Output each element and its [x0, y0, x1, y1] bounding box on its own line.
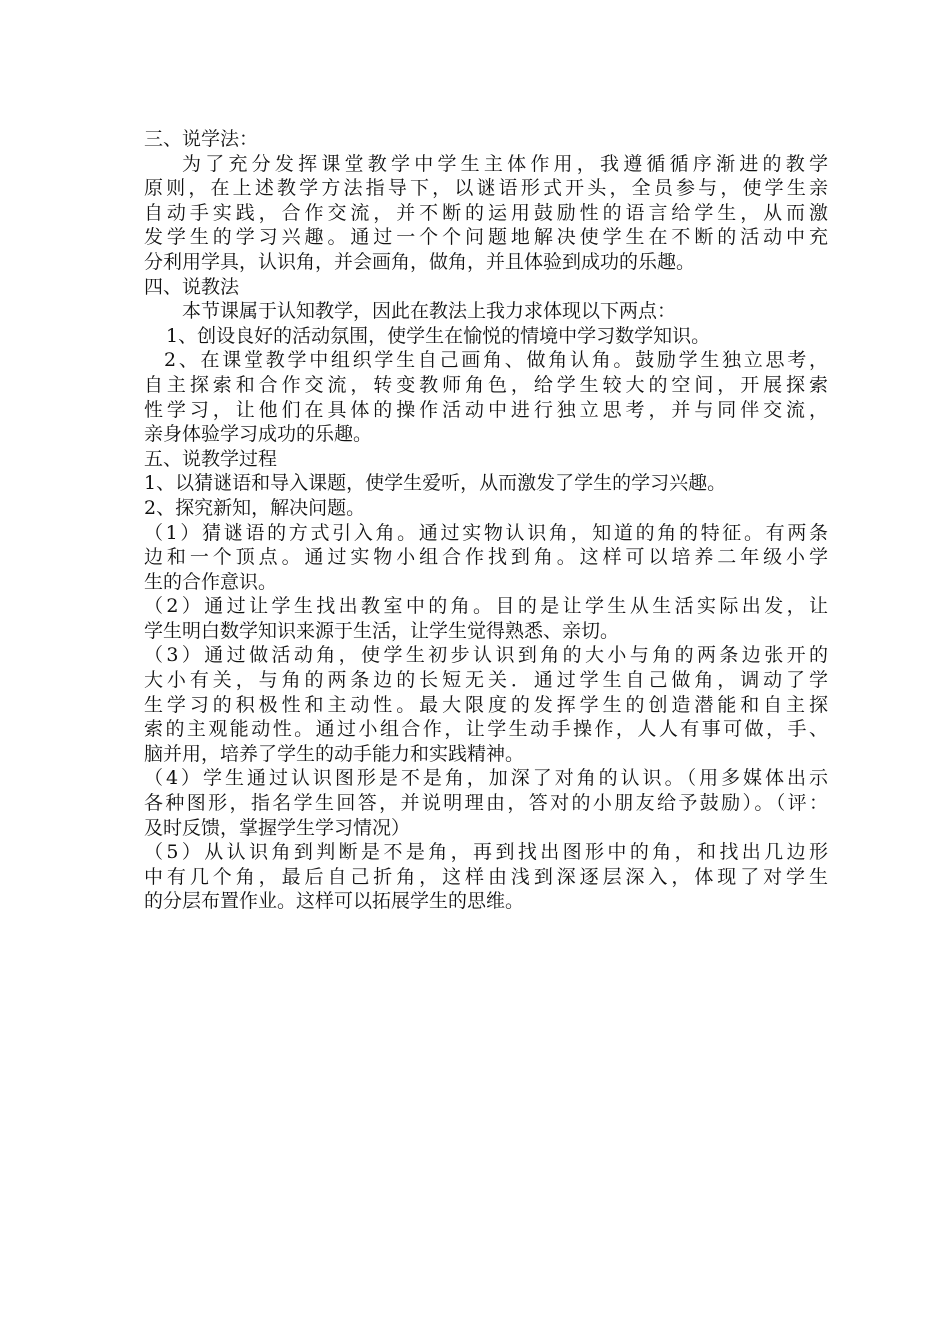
paragraph-line: 自主探索和合作交流，转变教师角色，给学生较大的空间，开展探索 — [144, 373, 828, 396]
paragraph-line: （2）通过让学生找出教室中的角。目的是让学生从生活实际出发，让 — [144, 595, 828, 618]
paragraph-line: 为了充分发挥课堂教学中学生主体作用，我遵循循序渐进的教学 — [182, 152, 828, 175]
paragraph-line: 学生明白数学知识来源于生活，让学生觉得熟悉、亲切。 — [144, 619, 620, 642]
paragraph-line: （5）从认识角到判断是不是角，再到找出图形中的角，和找出几边形 — [144, 841, 828, 864]
paragraph-line: 自动手实践，合作交流，并不断的运用鼓励性的语言给学生，从而激 — [144, 201, 828, 224]
paragraph-line: 生学习的积极性和主动性。最大限度的发挥学生的创造潜能和自主探 — [144, 693, 828, 716]
paragraph-line: （1）猜谜语的方式引入角。通过实物认识角，知道的角的特征。有两条 — [144, 521, 828, 544]
paragraph-line: 分利用学具，认识角，并会画角，做角，并且体验到成功的乐趣。 — [144, 250, 696, 273]
section-heading-learning-method: 三、说学法： — [144, 128, 259, 150]
paragraph-line: 性学习，让他们在具体的操作活动中进行独立思考，并与同伴交流， — [144, 398, 828, 421]
paragraph-line: 亲身体验学习成功的乐趣。 — [144, 423, 373, 446]
list-item: 2、探究新知，解决问题。 — [144, 496, 366, 519]
paragraph-line: 中有几个角，最后自己折角，这样由浅到深逐层深入，体现了对学生 — [144, 865, 828, 888]
paragraph-line: 本节课属于认知教学，因此在教法上我力求体现以下两点： — [182, 300, 677, 323]
paragraph-line: 发学生的学习兴趣。通过一个个问题地解决使学生在不断的活动中充 — [144, 226, 828, 249]
section-heading-teaching-process: 五、说教学过程 — [144, 447, 278, 470]
paragraph-line: 原则，在上述教学方法指导下，以谜语形式开头，全员参与，使学生亲 — [144, 177, 828, 200]
list-item: 1、创设良好的活动氛围，使学生在愉悦的情境中学习数学知识。 — [166, 324, 711, 347]
paragraph-line: （3）通过做活动角，使学生初步认识到角的大小与角的两条边张开的 — [144, 644, 828, 667]
paragraph-line: 边和一个顶点。通过实物小组合作找到角。这样可以培养二年级小学 — [144, 546, 828, 569]
section-heading-teaching-method: 四、说教法 — [144, 275, 240, 298]
list-item: 2、在课堂教学中组织学生自己画角、做角认角。鼓励学生独立思考， — [164, 349, 828, 372]
paragraph-line: 大小有关，与角的两条边的长短无关．通过学生自己做角，调动了学 — [144, 669, 828, 692]
paragraph-line: 索的主观能动性。通过小组合作，让学生动手操作，人人有事可做，手、 — [144, 718, 828, 741]
paragraph-line: （4）学生通过认识图形是不是角，加深了对角的认识。（用多媒体出示 — [144, 767, 828, 790]
list-item: 1、以猜谜语和导入课题，使学生爱听，从而激发了学生的学习兴趣。 — [144, 472, 727, 495]
paragraph-line: 的分层布置作业。这样可以拓展学生的思维。 — [144, 890, 525, 913]
paragraph-line: 各种图形，指名学生回答，并说明理由，答对的小朋友给予鼓励）。（评： — [144, 792, 828, 815]
paragraph-line: 脑并用，培养了学生的动手能力和实践精神。 — [144, 742, 525, 765]
document-page — [144, 127, 828, 914]
paragraph-line: 生的合作意识。 — [144, 570, 278, 593]
paragraph-line: 及时反馈，掌握学生学习情况） — [144, 816, 411, 839]
